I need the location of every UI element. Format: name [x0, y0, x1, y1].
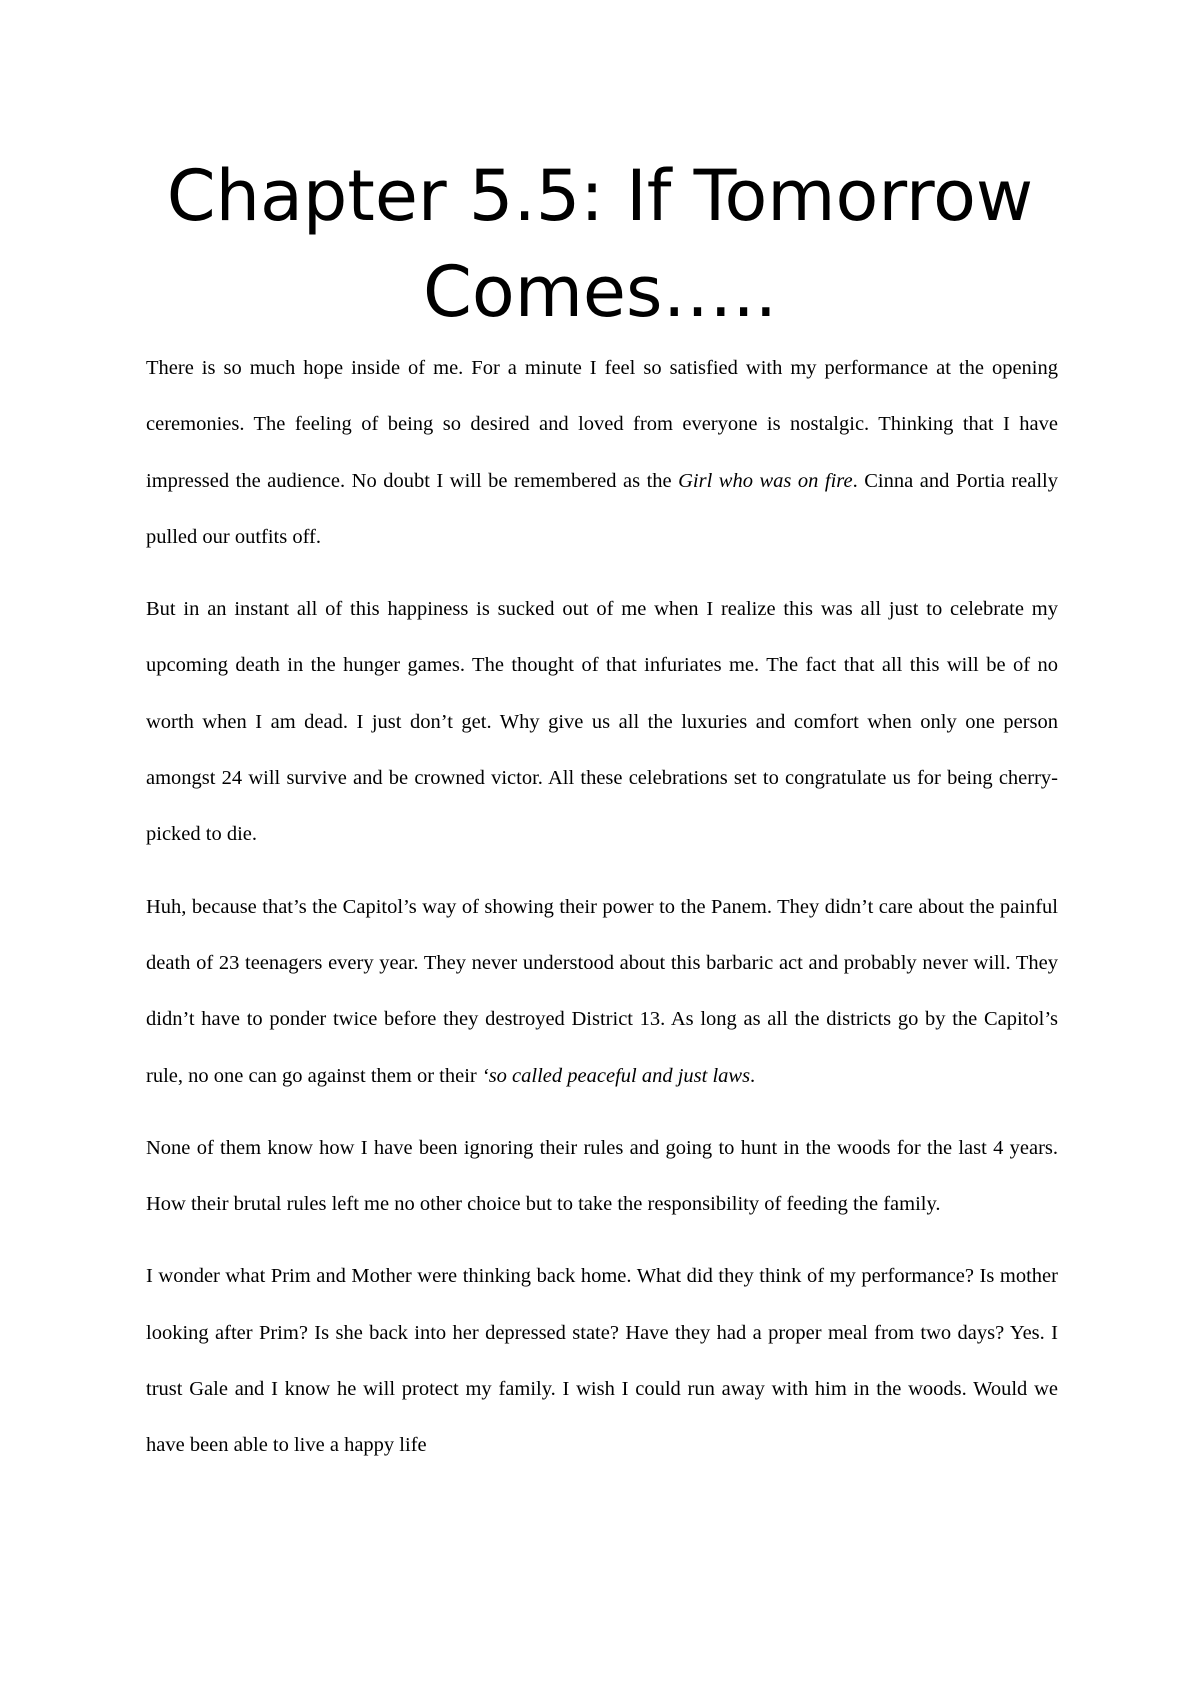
paragraph-text: .	[750, 1064, 756, 1087]
paragraph	[146, 879, 1058, 1104]
italic-phrase: Girl who was on fire	[678, 469, 853, 492]
chapter-body	[146, 340, 1058, 1490]
italic-phrase: ‘so called peaceful and just laws	[481, 1064, 751, 1087]
chapter-title: Chapter 5.5: If Tomorrow Comes…..	[166, 155, 1034, 333]
paragraph	[146, 581, 1058, 862]
paragraph-text: None of them know how I have been ignoring their rules and going to hunt in the woods for the last 4 years. How their brutal rules left me no other choice but to take the responsibility of feeding the family.	[146, 1136, 1058, 1216]
paragraph-text: I wonder what Prim and Mother were thinking back home. What did they think of my performance? Is mother looking after Prim? Is she back into her depressed state? Have they had a proper meal from two days? Yes. I trust Gale and I know he will protect my family. I wish I could run away with him in the woods. Would we have been able to live a happy life	[146, 1265, 1058, 1457]
paragraph-text: There is so much hope inside of me. For a minute I feel so satisfied with my performance at the opening ceremonies. The feeling of being so desired and loved from everyone is nostalgic. Thinking that I have impressed the audience. No doubt I will be remembered as the	[146, 357, 1058, 492]
paragraph	[146, 1120, 1058, 1233]
paragraph	[146, 340, 1058, 565]
paragraph-text: . Cinna and Portia really pulled our outfits off.	[146, 469, 1058, 548]
paragraph-text: But in an instant all of this happiness is sucked out of me when I realize this was all just to celebrate my upcoming death in the hunger games. The thought of that infuriates me. The fact that all this will be of no worth when I am dead. I just don’t get. Why give us all the luxuries and comfort when only one person amongst 24 will survive and be crowned victor. All these celebrations set to congratulate us for being cherry-picked to die.	[146, 598, 1058, 846]
paragraph-text: Huh, because that’s the Capitol’s way of showing their power to the Panem. They didn’t care about the painful death of 23 teenagers every year. They never understood about this barbaric act and probably never will. They didn’t have to ponder twice before they destroyed District 13. As long as all the districts go by the Capitol’s rule, no one can go against them or their	[146, 895, 1058, 1087]
paragraph	[146, 1248, 1058, 1473]
